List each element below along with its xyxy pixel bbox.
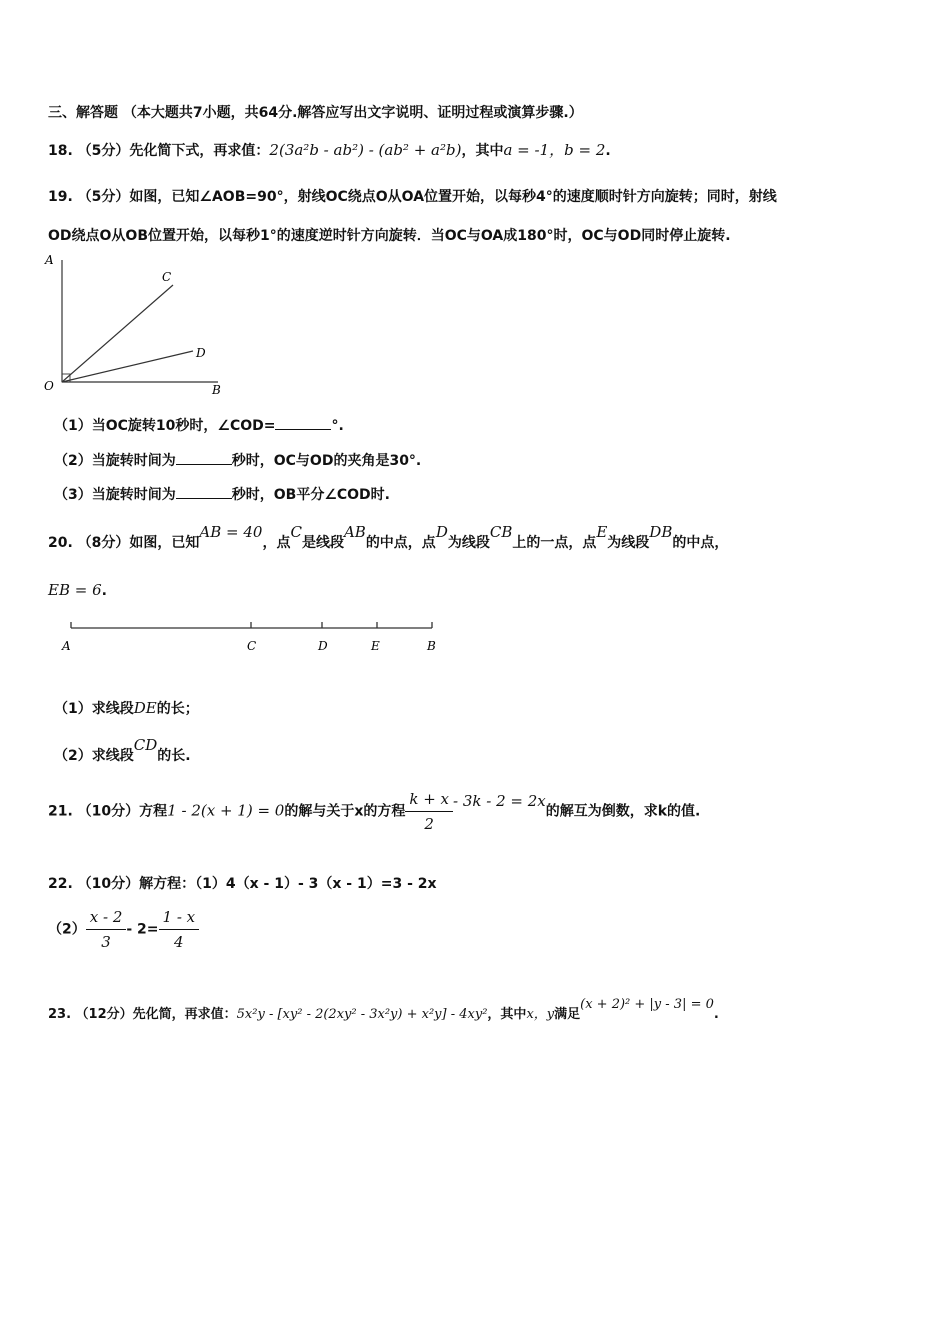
q19-part-2 — [54, 451, 421, 471]
q19-part-1-text: （1）当OC旋转10秒时，∠COD= — [54, 418, 276, 434]
q19-part-3-text-end: 秒时，OB平分∠COD时. — [231, 487, 390, 503]
question-22: 22. （10分）解方程：（1）4（x - 1）- 3（x - 1）=3 - 2x — [48, 876, 437, 892]
question-21 — [48, 790, 700, 833]
q20-text-2: ，点 — [262, 535, 291, 551]
q20-text-8: 的中点， — [672, 535, 729, 551]
q19-part-1 — [54, 416, 344, 436]
label-b: B — [212, 383, 221, 397]
q20-eb-given — [48, 580, 107, 601]
ray-od — [62, 351, 193, 382]
question-19-line-2: OD绕点O从OB位置开始，以每秒1°的速度逆时针方向旋转．当OC与OA成180°时，OC与OD同时停止旋转. — [48, 228, 731, 244]
q21-fraction-denominator: 2 — [424, 815, 434, 833]
question-23 — [48, 997, 719, 1025]
segment-label-e: E — [371, 639, 380, 653]
q20-text-3: 是线段 — [301, 535, 344, 551]
q19-part-2-text-end: 秒时，OC与OD的夹角是30°. — [231, 453, 422, 469]
q18-end: . — [605, 143, 611, 159]
label-o: O — [44, 379, 54, 393]
angle-figure — [40, 250, 240, 400]
q20-eb-length: EB = 6 — [48, 581, 102, 599]
q23-text-2: ，其中 — [487, 1007, 527, 1022]
q22-fraction-1 — [86, 908, 127, 951]
q22-part-2 — [48, 908, 199, 951]
q18-condition: a = -1，b = 2 — [503, 141, 606, 159]
q18-text-where: ，其中 — [461, 143, 504, 159]
question-19-line-1: 19. （5分）如图，已知∠AOB=90°，射线OC绕点O从OA位置开始，以每秒4°的速度顺时针方向旋转；同时，射线 — [48, 189, 777, 205]
q20-text-7: 为线段 — [607, 535, 650, 551]
q20-part-1-text: （1）求线段 — [54, 701, 134, 717]
q21-text-1: 21. （10分）方程 — [48, 803, 168, 820]
q20-point-c: C — [290, 523, 302, 541]
q20-part-2-text: （2）求线段 — [54, 748, 134, 764]
q18-expression: 2(3a²b - ab²) - (ab² + a²b) — [269, 141, 462, 159]
question-18 — [48, 140, 611, 161]
q20-text-1: 20. （8分）如图，已知 — [48, 535, 200, 551]
q18-text: 18. （5分）先化简下式，再求值： — [48, 143, 270, 159]
q19-part-1-unit: °. — [331, 418, 344, 434]
q21-equation-2-rest: - 3k - 2 = 2x — [453, 791, 546, 810]
q22-fraction-1-denominator: 3 — [101, 933, 111, 951]
label-a: A — [45, 253, 54, 267]
q20-point-e: E — [596, 523, 608, 541]
q21-fraction — [405, 790, 453, 833]
q23-condition: (x + 2)² + |y - 3| = 0 — [580, 997, 714, 1012]
q21-equation-1: 1 - 2(x + 1) = 0 — [167, 801, 285, 820]
q19-part-1-blank — [275, 417, 331, 430]
q20-part-1-de: DE — [133, 699, 157, 717]
q20-text-4: 的中点，点 — [365, 535, 436, 551]
q20-segment-ab: AB — [343, 523, 366, 541]
segment-label-d: D — [318, 639, 328, 653]
q22-fraction-2-denominator: 4 — [174, 933, 184, 951]
q22-part-2-label: （2） — [48, 921, 86, 938]
q20-part-2 — [54, 736, 191, 766]
q23-expression: 5x²y - [xy² - 2(2xy² - 3x²y) + x²y] - 4xy² — [236, 1007, 488, 1022]
q23-text-3: 满足 — [554, 1007, 581, 1022]
q19-part-2-blank — [176, 452, 232, 465]
q20-point-d: D — [435, 523, 448, 541]
segment-label-b: B — [427, 639, 436, 653]
segment-label-c: C — [247, 639, 257, 653]
q20-segment-db: DB — [649, 523, 673, 541]
q20-part-1-end: 的长； — [156, 701, 199, 717]
q19-part-3-blank — [176, 486, 232, 499]
segment-figure — [55, 618, 455, 658]
q20-text-6: 上的一点，点 — [512, 535, 597, 551]
q22-middle: - 2= — [126, 921, 159, 938]
ray-oc — [62, 285, 173, 382]
q21-text-2: 的解与关于x的方程 — [284, 803, 406, 820]
q20-part-2-end: 的长. — [157, 748, 191, 764]
label-c: C — [162, 270, 172, 284]
question-20 — [48, 523, 729, 553]
q19-part-3-text: （3）当旋转时间为 — [54, 487, 176, 503]
q20-segment-cb: CB — [489, 523, 513, 541]
segment-label-a: A — [62, 639, 71, 653]
q21-fraction-numerator: k + x — [405, 790, 453, 812]
q20-part-2-cd: CD — [133, 736, 158, 754]
q20-text-5: 为线段 — [447, 535, 490, 551]
q23-text-1: 23. （12分）先化简，再求值： — [48, 1007, 237, 1022]
section-header: 三、解答题 （本大题共7小题，共64分.解答应写出文字说明、证明过程或演算步骤.） — [48, 105, 583, 121]
q20-ab-length: AB = 40 — [199, 523, 263, 541]
label-d: D — [196, 346, 206, 360]
q19-part-2-text: （2）当旋转时间为 — [54, 453, 176, 469]
q22-fraction-2 — [159, 908, 200, 951]
q22-fraction-1-numerator: x - 2 — [86, 908, 127, 930]
q20-eb-end: . — [101, 583, 107, 599]
q23-variables: x，y — [526, 1007, 555, 1022]
q23-end: . — [713, 1007, 719, 1022]
q19-part-3 — [54, 485, 390, 505]
q22-fraction-2-numerator: 1 - x — [159, 908, 200, 930]
q20-part-1 — [54, 698, 199, 719]
q21-text-3: 的解互为倒数，求k的值. — [545, 803, 701, 820]
